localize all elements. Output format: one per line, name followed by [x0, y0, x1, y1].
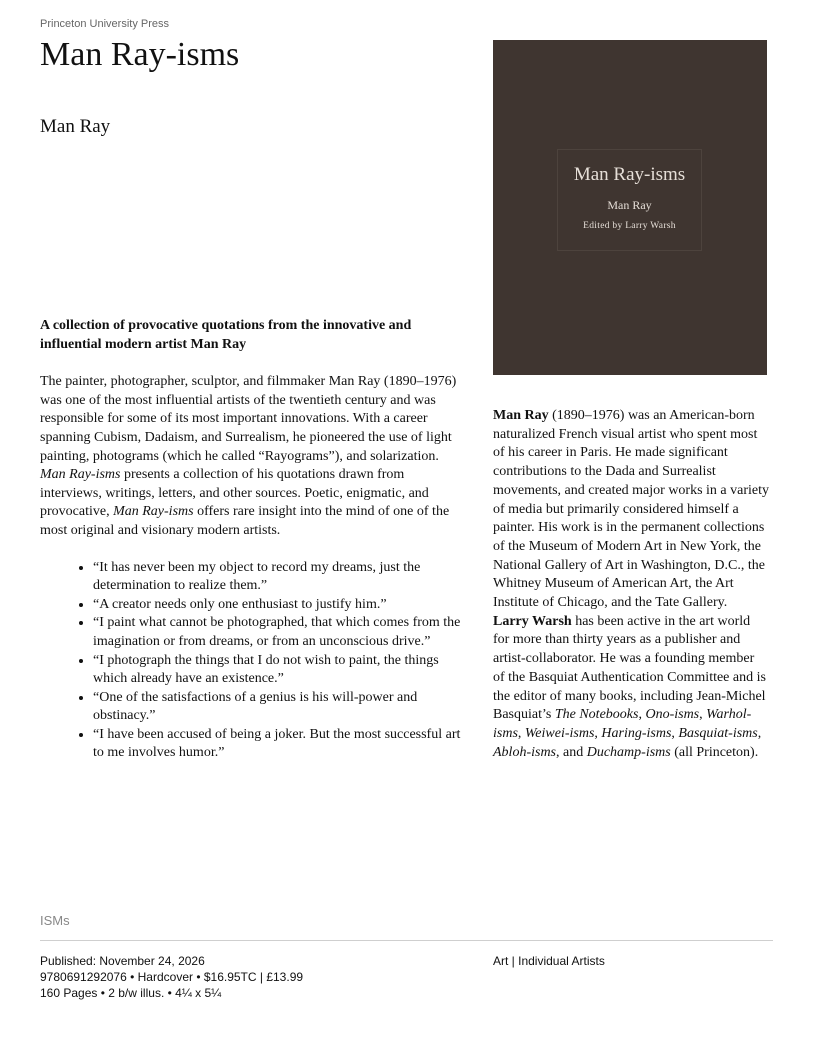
quote-item: • “A creator needs only one enthusiast to justify him.” [93, 596, 462, 615]
book-ref: Haring-isms [601, 725, 672, 741]
footer-divider [40, 940, 773, 941]
bio-closing: (all Princeton). [670, 744, 759, 760]
publication-date: Published: November 24, 2026 [40, 954, 205, 968]
cover-author: Man Ray [607, 198, 652, 212]
author-bio [493, 407, 769, 613]
separator: , [699, 707, 707, 723]
description-text-1: The painter, photographer, sculptor, and filmmaker Man Ray (1890–1976) was one of the most influential artists of the twentieth century and was responsible for some of its most important innovations. With a career spanning Cubism, Dadaism, and Surrealism, he pioneered the use of light painting, photograms (which he called “Rayograms”), and solarization. [40, 374, 457, 464]
author-bio-name: Man Ray [493, 408, 549, 423]
book-tagline: A collection of provocative quotations from the innovative and influential modern artist Man Ray [40, 318, 412, 352]
publisher-name: Princeton University Press [40, 18, 169, 30]
cover-title: Man Ray-isms [573, 164, 686, 185]
description-column [40, 317, 462, 763]
book-ref: Weiwei-isms [524, 725, 595, 741]
separator: , [638, 707, 646, 723]
quote-item: • “I paint what cannot be photographed, that which comes from the imagination or from dreams, or from an unconscious drive.” [93, 614, 462, 651]
book-author: Man Ray [40, 116, 111, 137]
format-details: 160 Pages • 2 b/w illus. • 4¼ x 5¼ [40, 986, 222, 1000]
book-ref: Basquiat-isms [678, 725, 758, 741]
book-ref: Warhol-isms [493, 707, 752, 741]
separator: , [517, 725, 525, 741]
book-description [40, 373, 462, 540]
subject-categories: Art | Individual Artists [493, 954, 605, 968]
publication-info [40, 953, 303, 1001]
description-text-3: offers rare insight into the mind of one of the most original and visionary modern artists. [40, 504, 450, 538]
quote-item: • “It has never been my object to record my dreams, just the determination to realize them.” [93, 559, 462, 596]
quote-item: • “I have been accused of being a joker. But the most successful art to me involves humor.” [93, 726, 462, 763]
quote-item: • “I photograph the things that I do not wish to paint, the things which already have an existence.” [93, 652, 462, 689]
editor-bio-text: has been active in the art world for more than thirty years as a publisher and artist-collaborator. He was a founding member of the Basquiat Authentication Committee and is the editor of many books, including Jean-Michel Basquiat’s [493, 613, 766, 723]
quote-item: • “One of the satisfactions of a genius is his will-power and obstinacy.” [93, 689, 462, 726]
separator: , [671, 725, 679, 741]
cover-editor: Edited by Larry Warsh [583, 221, 676, 231]
series-name: ISMs [40, 913, 70, 928]
quote-list [40, 559, 462, 764]
book-title: Man Ray-isms [40, 36, 240, 73]
book-cover [493, 40, 767, 375]
editor-bio-name: Larry Warsh [493, 613, 572, 629]
cover-title-plate [557, 149, 702, 251]
book-ref: Abloh-isms [493, 744, 556, 760]
book-ref: Ono-isms [645, 707, 700, 723]
author-bio-text: (1890–1976) was an American-born naturalized French visual artist who spent most of his career in Paris. He made significant contributions to the Dada and Surrealist movements, and created major works in a variety of media but primarily considered himself a painter. His work is in the permanent collections of the Museum of Modern Art in New York, the National Gallery of Art in Washington, D.C., the Whitney Museum of American Art, the Art Institute of Chicago, and the Tate Gallery. [493, 408, 770, 611]
bio-column [493, 407, 769, 762]
book-ref: Duchamp-isms [586, 744, 671, 760]
editor-bio [493, 613, 769, 763]
separator: , [594, 725, 602, 741]
description-title-2: Man Ray-isms [113, 504, 194, 520]
description-title-1: Man Ray-isms [40, 467, 121, 483]
isbn-price: 9780691292076 • Hardcover • $16.95TC | £13.99 [40, 970, 304, 984]
description-text-2: presents a collection of his quotations drawn from interviews, writings, letters, and other sources. Poetic, enigmatic, and provocative, [40, 467, 429, 520]
book-ref: The Notebooks [554, 707, 639, 723]
separator: , and [556, 744, 587, 760]
separator: , [757, 725, 762, 741]
